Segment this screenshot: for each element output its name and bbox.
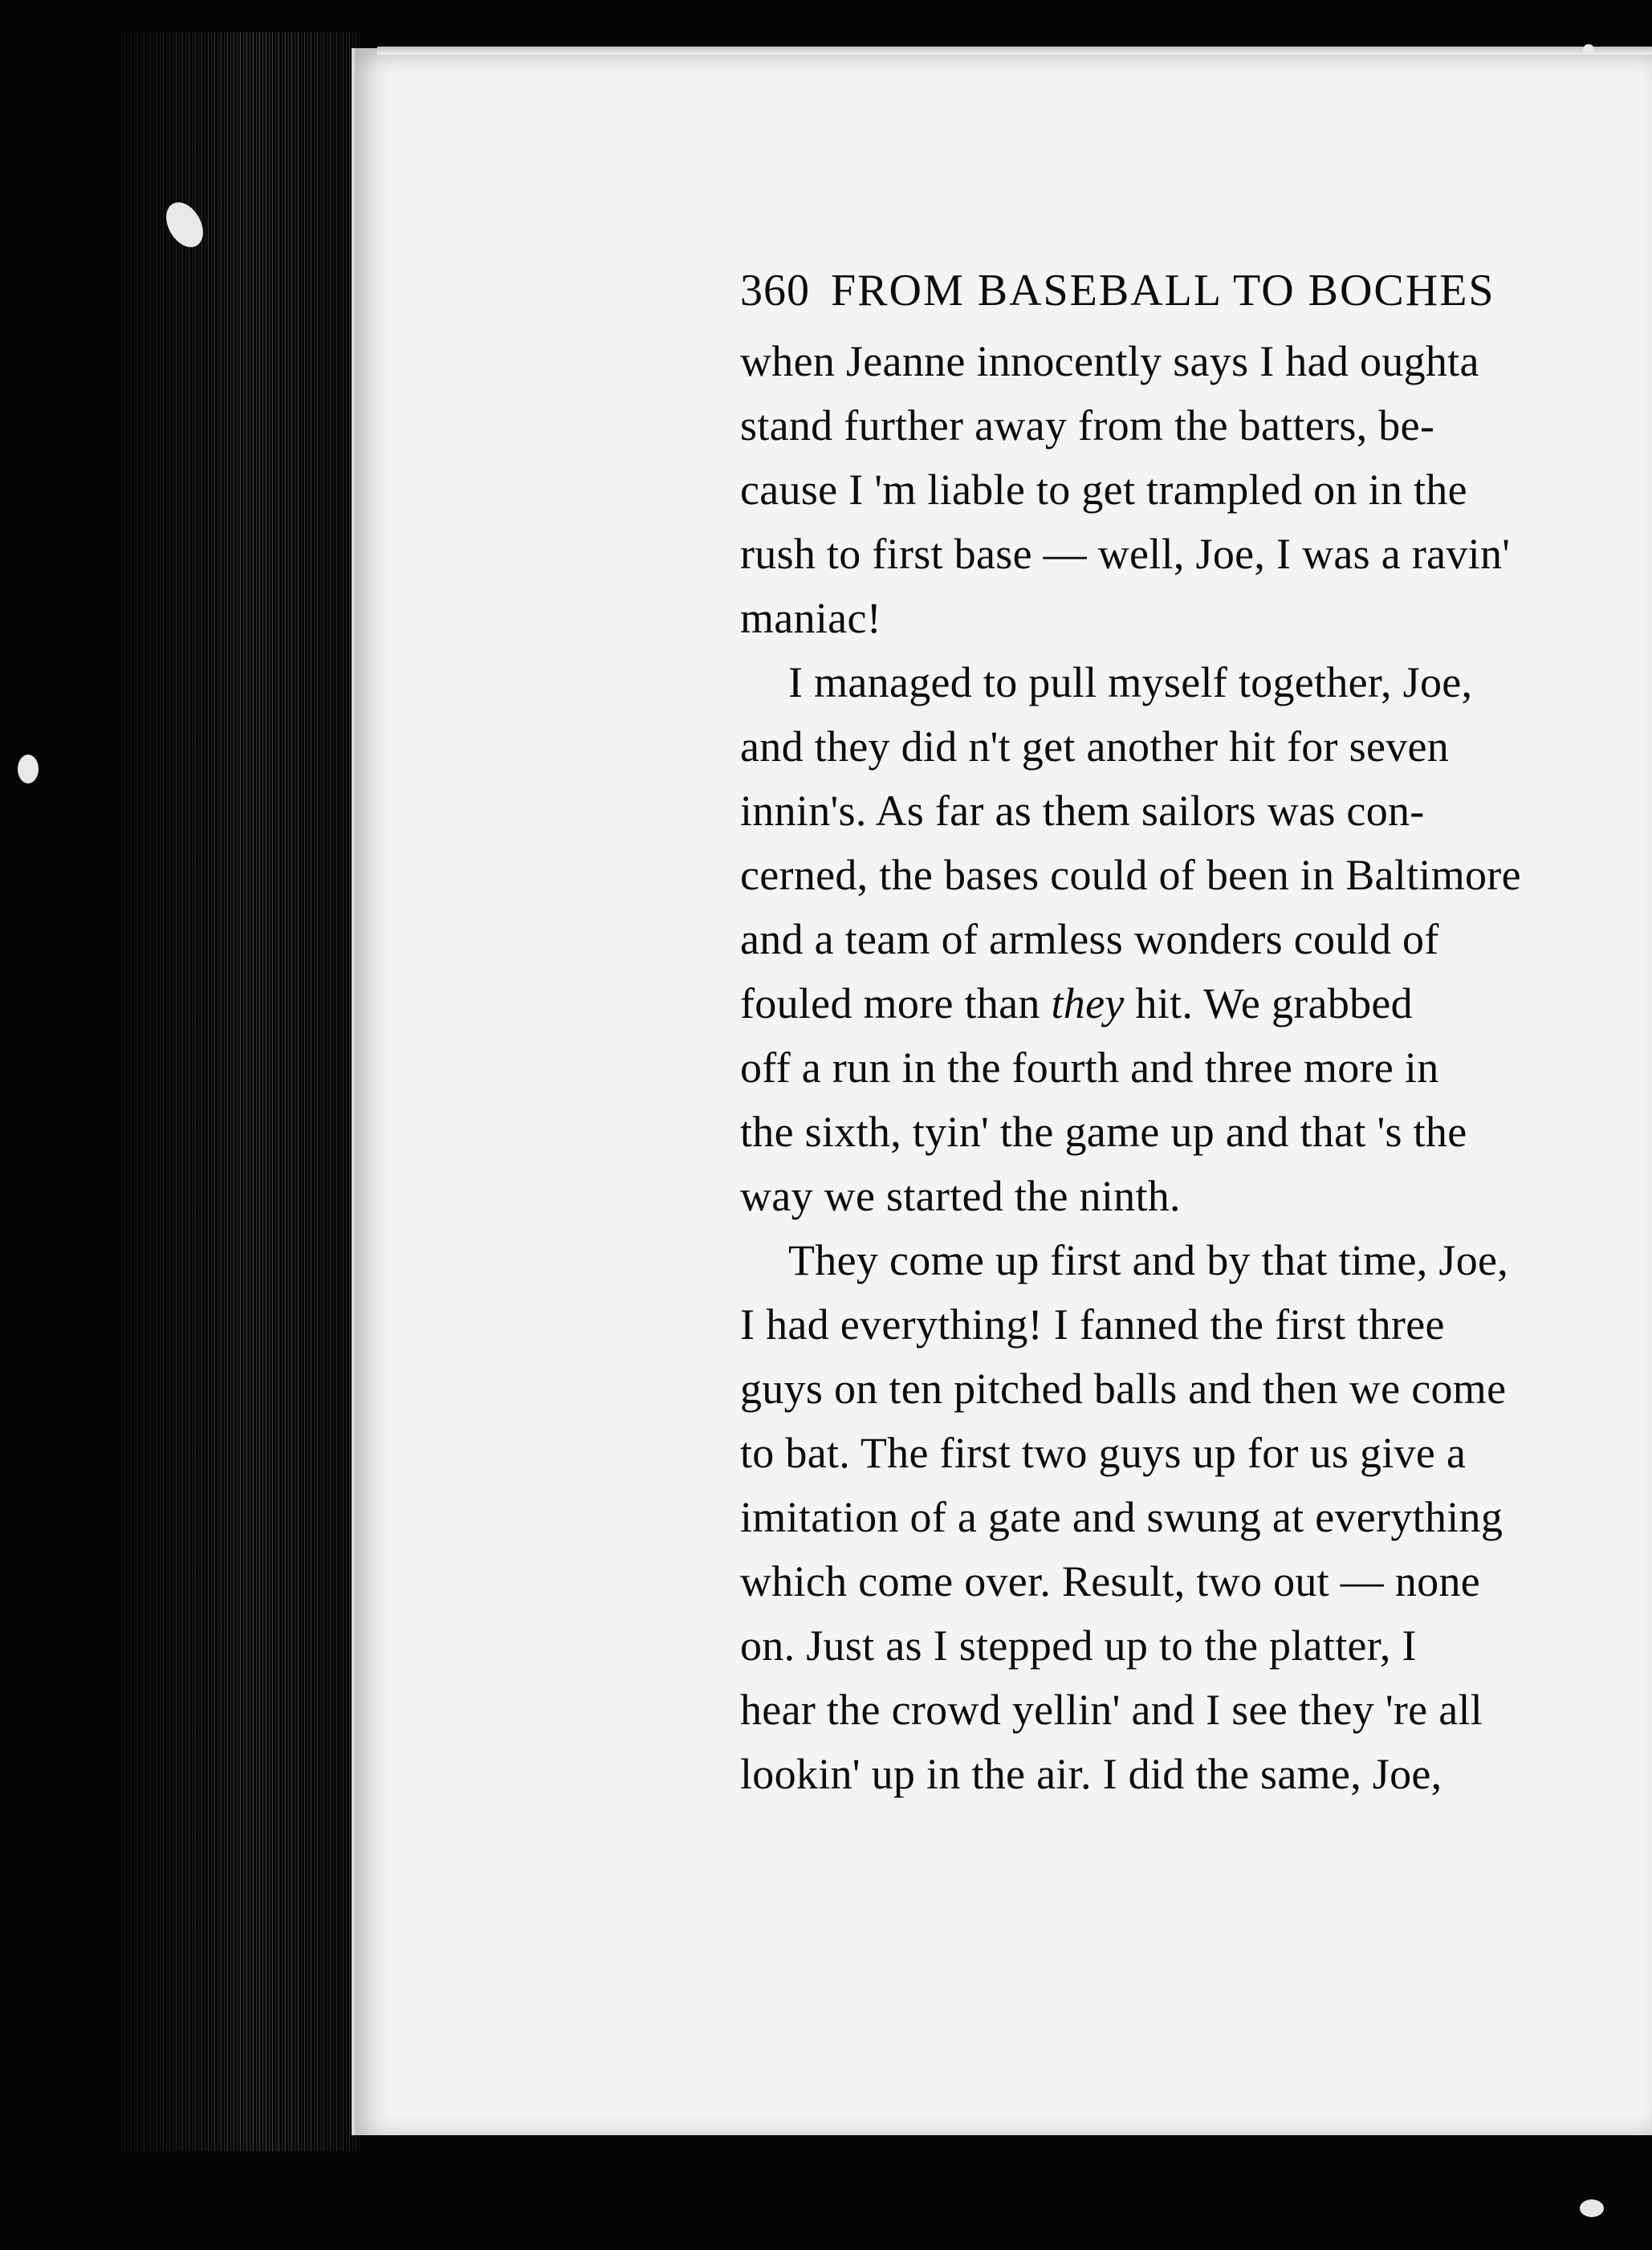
text-line-with-italic xyxy=(740,971,1647,1035)
text-segment: fouled more than xyxy=(740,979,1052,1027)
text-line: hear the crowd yellin' and I see they 're all xyxy=(740,1686,1483,1734)
text-line: cause I 'm liable to get trampled on in the xyxy=(740,466,1467,514)
text-line: and they did n't get another hit for seven xyxy=(740,722,1450,771)
dust-speck xyxy=(18,755,39,783)
paragraph-start-line: They come up first and by that time, Joe, xyxy=(788,1236,1509,1284)
text-line: way we started the ninth. xyxy=(740,1172,1181,1220)
text-line: cerned, the bases could of been in Baltimore xyxy=(740,851,1521,899)
dust-speck xyxy=(1583,44,1594,55)
text-line: off a run in the fourth and three more in xyxy=(740,1044,1439,1092)
text-line: which come over. Result, two out — none xyxy=(740,1557,1481,1605)
page-edges-shadow xyxy=(119,32,360,2151)
running-title: FROM BASEBALL TO BOCHES xyxy=(831,266,1495,315)
page-text-block xyxy=(740,265,1647,1806)
paragraph-start-line: I managed to pull myself together, Joe, xyxy=(788,658,1473,706)
text-line: lookin' up in the air. I did the same, Joe, xyxy=(740,1750,1442,1798)
italic-word: they xyxy=(1051,979,1125,1027)
text-line: guys on ten pitched balls and then we come xyxy=(740,1365,1507,1413)
text-line: rush to first base — well, Joe, I was a ravin' xyxy=(740,530,1511,578)
dust-speck xyxy=(1580,2199,1604,2217)
running-head xyxy=(740,265,1647,329)
text-line: innin's. As far as them sailors was con- xyxy=(740,787,1425,835)
text-line: the sixth, tyin' the game up and that 's the xyxy=(740,1108,1467,1156)
text-line: I had everything! I fanned the first three xyxy=(740,1300,1445,1349)
text-line: maniac! xyxy=(740,594,881,642)
text-line: to bat. The first two guys up for us give a xyxy=(740,1429,1467,1477)
text-line: when Jeanne innocently says I had oughta xyxy=(740,337,1479,385)
text-line: stand further away from the batters, be- xyxy=(740,401,1435,450)
page-top-edge xyxy=(377,47,1652,55)
page-number: 360 xyxy=(740,266,810,315)
text-line: imitation of a gate and swung at everything xyxy=(740,1493,1503,1541)
text-line: on. Just as I stepped up to the platter, I xyxy=(740,1621,1417,1670)
text-line: and a team of armless wonders could of xyxy=(740,915,1439,963)
text-segment: hit. We grabbed xyxy=(1124,979,1413,1027)
